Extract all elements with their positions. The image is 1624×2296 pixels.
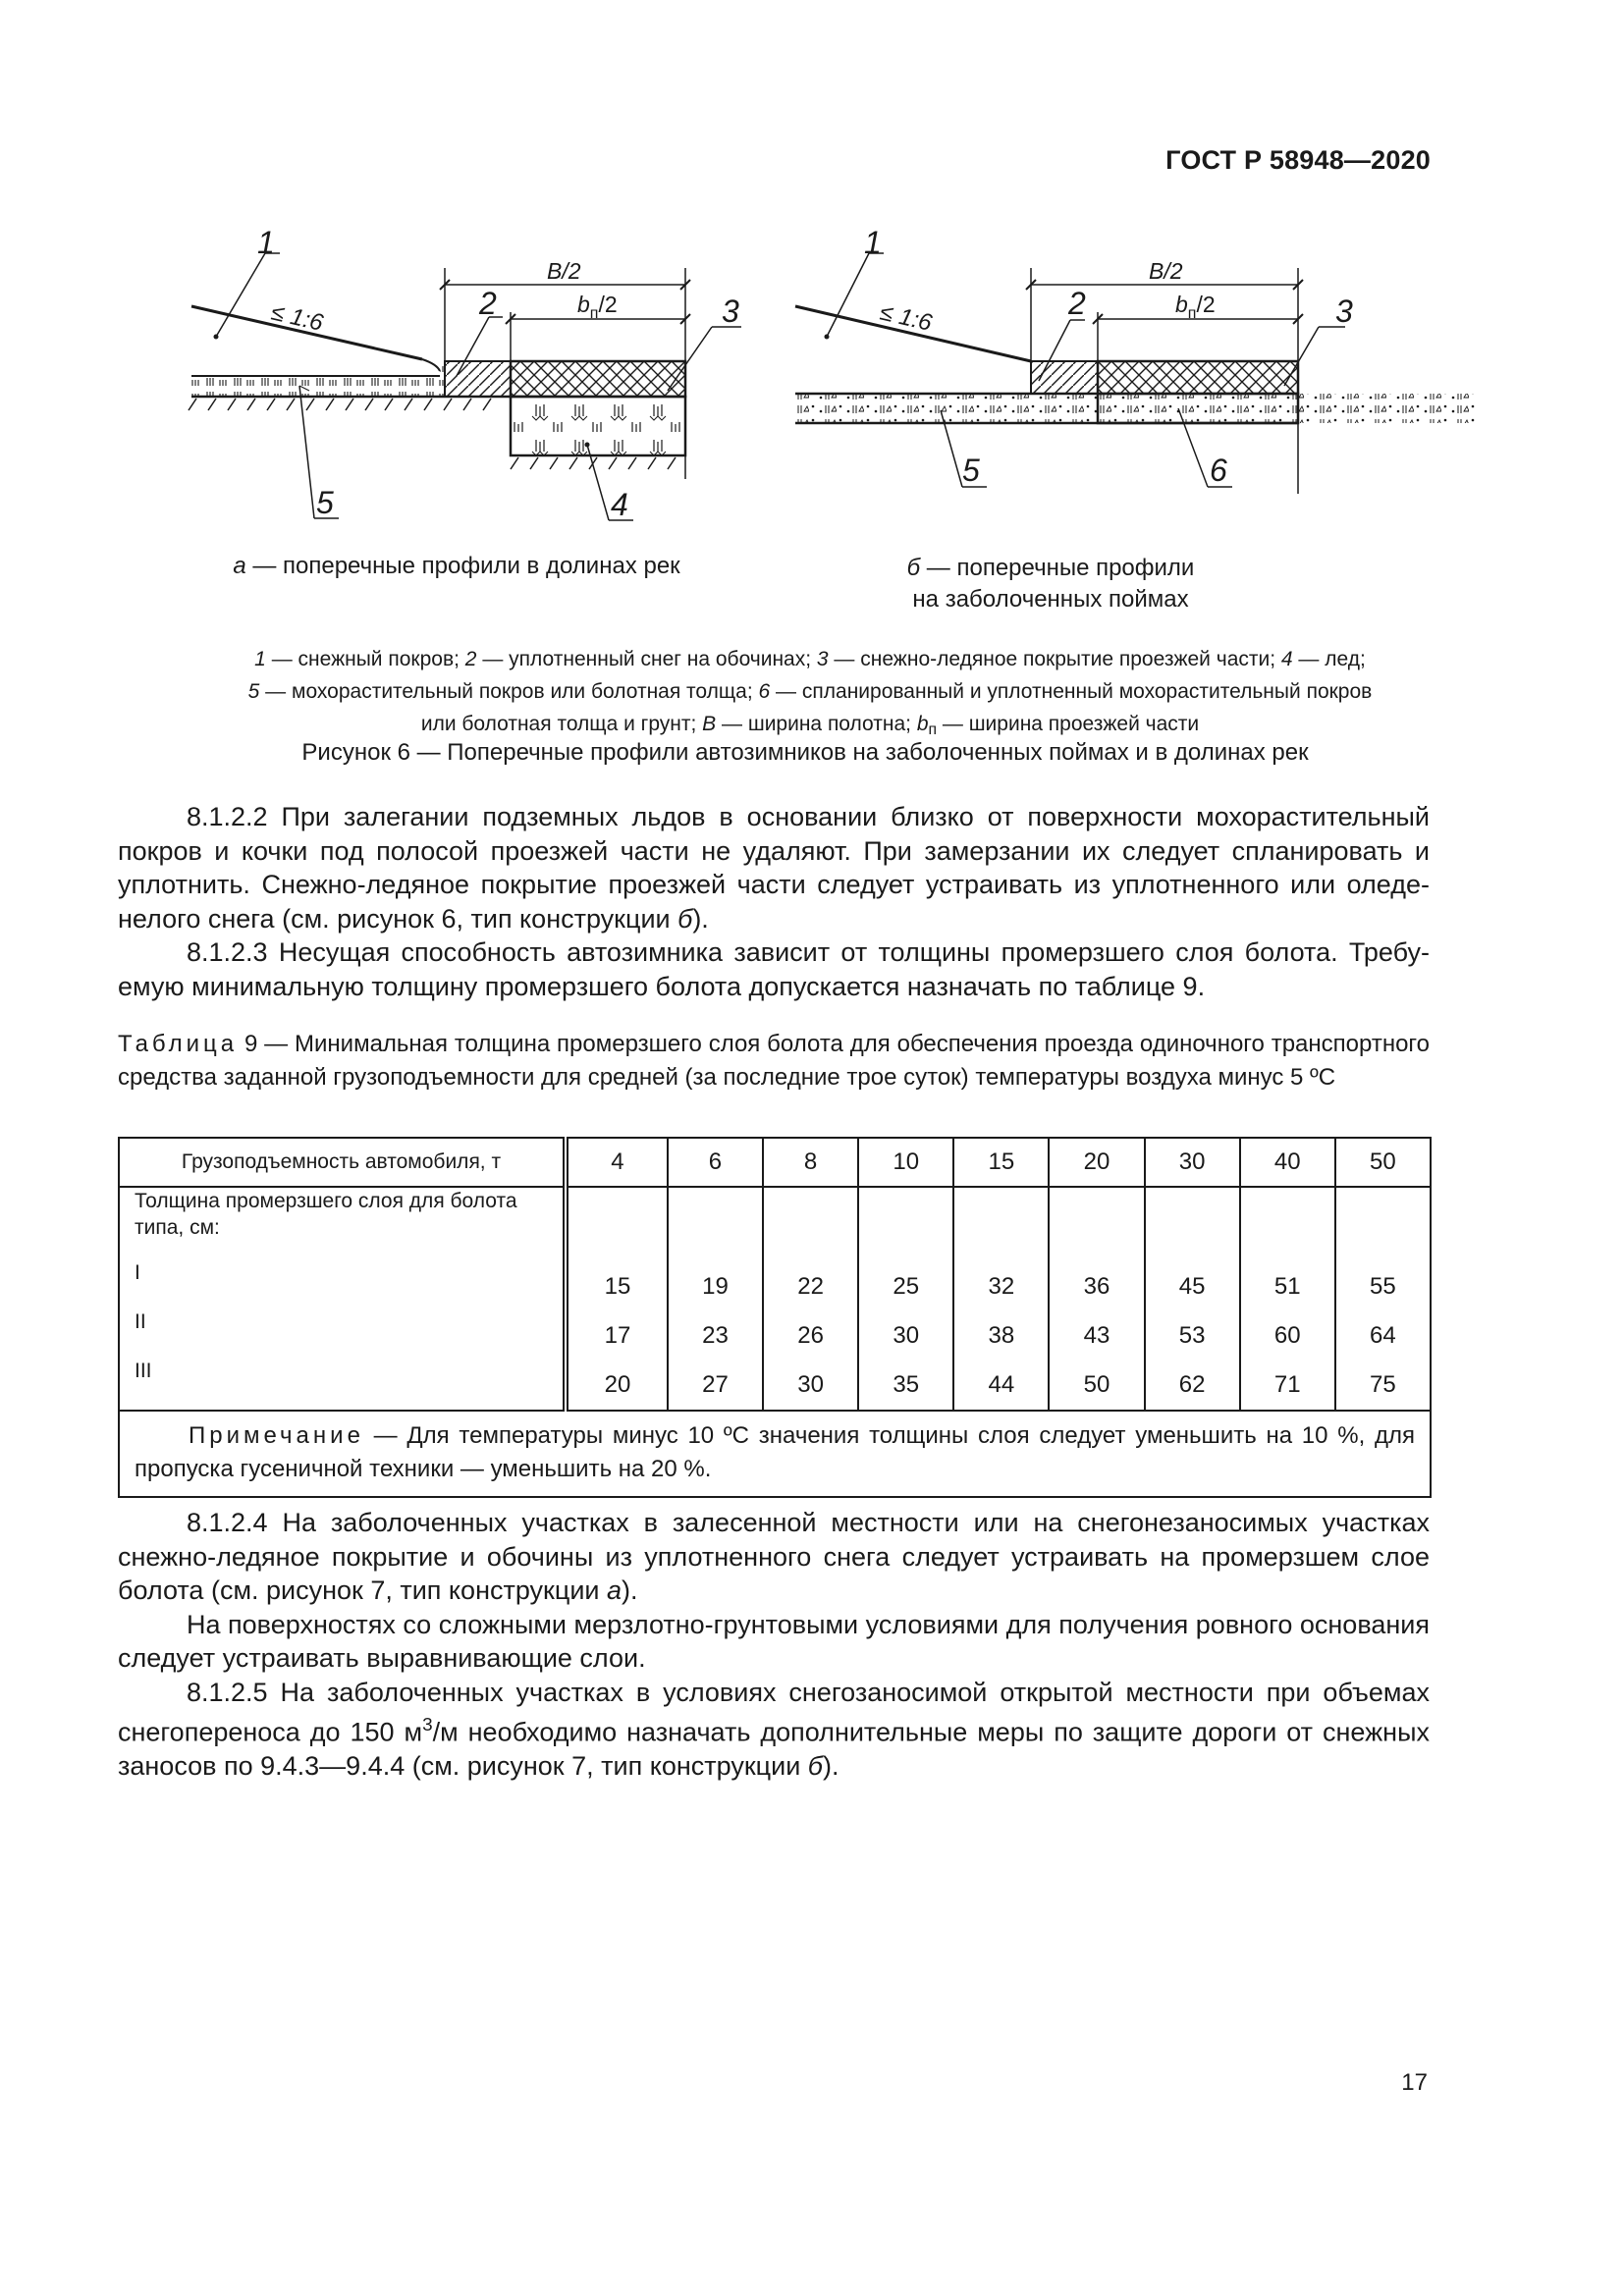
caption-a: а — поперечные профили в долинах рек — [233, 553, 680, 579]
row-labels — [119, 1187, 566, 1411]
row-label: III — [135, 1360, 152, 1382]
column-30t: 45 53 62 — [1145, 1187, 1240, 1411]
column-8t: 22 26 30 — [763, 1187, 858, 1411]
dim-b-a: $b_п/2$ — [577, 292, 618, 322]
caption-b: б — поперечные профили на заболоченных поймах — [906, 555, 1195, 613]
body-paragraphs-2 — [118, 1506, 1430, 1783]
row-label: I — [135, 1261, 140, 1284]
drawing-b — [795, 253, 1478, 494]
column-10t: 25 30 35 — [858, 1187, 953, 1411]
capacity-cell: 8 — [763, 1138, 858, 1187]
column-50t: 55 64 75 — [1335, 1187, 1431, 1411]
capacity-cell: 15 — [953, 1138, 1049, 1187]
callout-b-6: 6 — [1210, 453, 1227, 488]
dim-B-b: B/2 — [1149, 258, 1183, 284]
capacity-cell: 10 — [858, 1138, 953, 1187]
table-note-row — [119, 1411, 1431, 1497]
capacity-cell: 6 — [668, 1138, 763, 1187]
slope-label-a: ≤ 1:6 — [268, 298, 326, 337]
table-9-caption: Таблица 9 — Минимальная толщина промерзшего слоя болота для обеспечения проезда одиночного транспортного средства заданной грузоподъемности для средней (за последние трое суток) температуры воздуха минус 5 ºС — [118, 1031, 1430, 1091]
paragraph-8-1-2-4: 8.1.2.4 На заболоченных участках в залесенной местности или на снегонезаносимых участках снежно-ледяное покрытие и обочины из уплотненного снега следует устраивать на промерзшем слое болота (см. рисунок 7, тип конструкции а). — [118, 1508, 1430, 1605]
callout-a-4: 4 — [611, 487, 628, 522]
capacity-cell: 50 — [1335, 1138, 1431, 1187]
capacity-cell: 20 — [1049, 1138, 1144, 1187]
column-6t: 19 23 27 — [668, 1187, 763, 1411]
slope-label-b: ≤ 1:6 — [877, 298, 935, 337]
column-40t: 51 60 71 — [1240, 1187, 1335, 1411]
paragraph-surfaces: На поверхностях со сложными мерзлотно-грунтовыми условиями для получения ровного основания следует устраивать выравнивающие слои. — [118, 1609, 1430, 1673]
paragraph-8-1-2-2: 8.1.2.2 При залегании подземных льдов в основании близко от поверхности мохорастительный покров и кочки под полосой проезжей части не удаляют. При замерзании их следует спланировать и уплотнить. Снежно-ледяное покрытие проезжей части следует устраивать из уплотненного или оледенелого снега (см. рисунок 6, тип конструкции б). — [118, 802, 1430, 934]
capacity-cell: 30 — [1145, 1138, 1240, 1187]
table-9 — [118, 1137, 1432, 1498]
row-label: II — [135, 1310, 146, 1333]
header-label: Грузоподъемность автомобиля, т — [119, 1138, 566, 1187]
callout-b-2: 2 — [1068, 286, 1086, 321]
column-15t: 32 38 44 — [953, 1187, 1049, 1411]
column-4t: 15 17 20 — [566, 1187, 668, 1411]
callout-a-3: 3 — [722, 294, 739, 329]
body-paragraphs-1 — [118, 800, 1430, 1003]
callout-a-1: 1 — [257, 225, 275, 260]
paragraph-8-1-2-3: 8.1.2.3 Несущая способность автозимника зависит от толщины промерзшего слоя болота. Требуемую минимальную толщину промерзшего болота допускается назначать по таблице 9. — [118, 937, 1430, 1001]
callout-b-5: 5 — [962, 453, 980, 488]
callout-a-5: 5 — [316, 485, 334, 520]
figure-title: Рисунок 6 — Поперечные профили автозимников на заболоченных поймах и в долинах рек — [301, 739, 1309, 766]
cross-section-drawings — [177, 224, 1353, 548]
capacity-cell: 40 — [1240, 1138, 1335, 1187]
page-number: 17 — [1401, 2069, 1428, 2096]
column-20t: 36 43 50 — [1049, 1187, 1144, 1411]
table-header-row — [119, 1138, 1431, 1187]
callout-b-1: 1 — [864, 225, 882, 260]
table-body-row — [119, 1187, 1431, 1411]
table-note: Примечание — Для температуры минус 10 ºС значения толщины слоя следует уменьшить на 10 %, для пропуска гусеничной техники — уменьшить на 20 %. — [119, 1411, 1431, 1497]
group-label: Толщина промерзшего слоя для болота типа, см: — [135, 1190, 517, 1239]
callout-a-2: 2 — [479, 286, 497, 321]
figure-legend: 1 — снежный покров; 2 — уплотненный снег на обочинах; 3 — снежно-ледяное покрытие проезжей части; 4 — лед; 5 — мохорастительный покров или болотная толща; 6 — спланированный и уплотненный мохорастительный покров или болотная толща и грунт; В — ширина полотна; $b_п$ — ширина проезжей части — [247, 648, 1373, 738]
drawing-a — [189, 253, 741, 520]
callout-b-3: 3 — [1335, 294, 1353, 329]
dim-B-a: B/2 — [547, 258, 581, 284]
capacity-cell: 4 — [566, 1138, 668, 1187]
dim-b-b: $b_п/2$ — [1175, 292, 1216, 322]
paragraph-8-1-2-5: 8.1.2.5 На заболоченных участках в условиях снегозаносимой открытой местности при объемах снегопереноса до 150 $м^3/м$ необходимо назначать дополнительные меры по защите дороги от снежных заносов по 9.4.3—9.4.4 (см. рисунок 7, тип конструкции б). — [118, 1677, 1430, 1781]
document-id: ГОСТ Р 58948—2020 — [1165, 145, 1431, 175]
